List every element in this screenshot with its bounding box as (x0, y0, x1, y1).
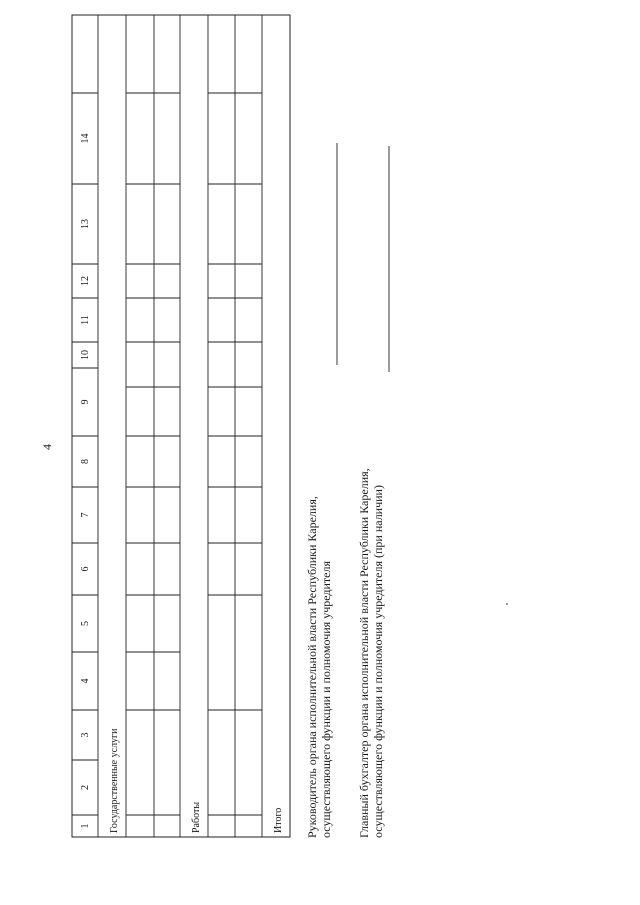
column-number-label: 2 (80, 785, 91, 790)
head-title-line-2: осуществляющего функции и полномочия учредителя (319, 560, 333, 838)
column-number-label: 7 (80, 512, 91, 518)
column-number-label: 9 (80, 399, 91, 405)
head-title-line-1: Руководитель органа исполнительной власти Республики Карелия, (305, 496, 319, 838)
column-number-label: 12 (80, 276, 91, 286)
table-border (72, 15, 290, 837)
page-number: 4 (40, 444, 54, 450)
column-number-label: 6 (80, 566, 91, 572)
column-number-label: 3 (80, 732, 91, 738)
column-number-label: 4 (80, 678, 91, 684)
column-number-label: 11 (80, 315, 91, 325)
column-number-label: 14 (80, 133, 91, 144)
accountant-title-line-2: осуществляющего функции и полномочия учредителя (при наличии) (371, 485, 385, 838)
section-label: Итого (273, 807, 284, 833)
column-number-label: 5 (80, 621, 91, 626)
accountant-title-line-1: Главный бухгалтер органа исполнительной власти Республики Карелия, (357, 468, 371, 838)
section-label: Государственные услуги (109, 728, 120, 833)
signature-block (305, 143, 389, 838)
column-number-label: 10 (80, 350, 91, 360)
column-number-label: 1 (80, 823, 91, 829)
column-number-label: 8 (80, 459, 91, 464)
section-label: Работы (191, 801, 202, 833)
column-number-label: 13 (80, 219, 91, 229)
report-table (72, 15, 290, 837)
